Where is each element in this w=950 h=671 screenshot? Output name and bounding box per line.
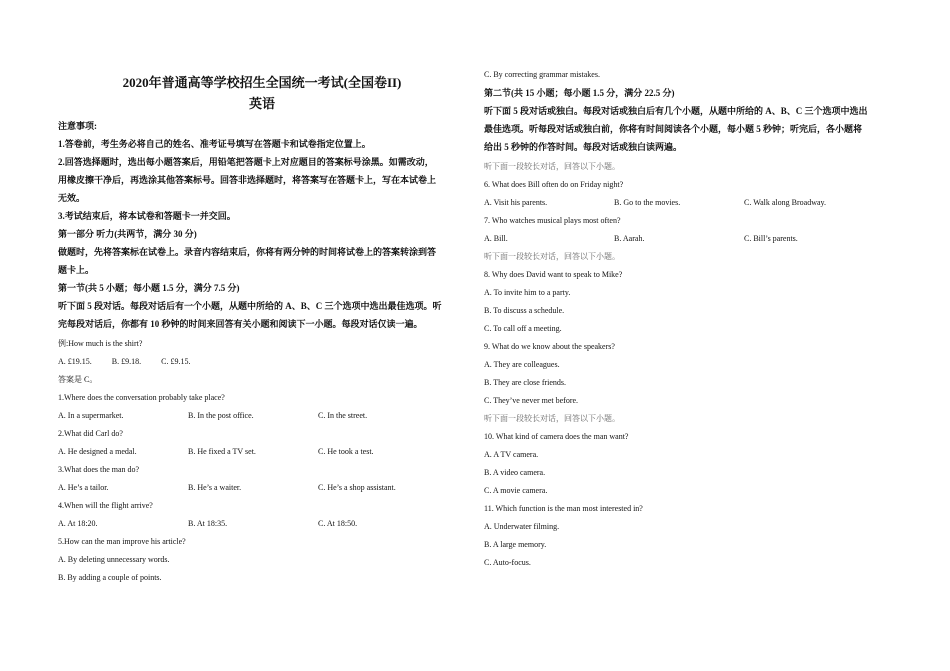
example-answer: 答案是 C。 [58,375,98,384]
exam-subject: 英语 [248,96,275,111]
option: C. £9.15. [161,357,191,366]
notice-line: 3.考试结束后，将本试卷和答题卡一并交回。 [58,211,236,221]
option: B. A video camera. [484,468,546,477]
notice-line: 2.回答选择题时，选出每小题答案后，用铅笔把答题卡上对应题目的答案标号涂黑。如需改动， [58,157,434,167]
example-question: 例:How much is the shirt? [58,339,143,348]
notice-heading: 注意事项: [58,121,97,131]
question-1-options [58,407,466,425]
question-6: 6. What does Bill often do on Friday night? [484,180,624,189]
listening-instruction: 听下面一段较长对话，回答以下小题。 [484,162,620,171]
option: B. £9.18. [111,357,142,366]
option: C. He’s a shop assistant. [318,483,396,492]
question-10: 10. What kind of camera does the man want? [484,432,629,441]
question-11: 11. Which function is the man most interested in? [484,504,643,513]
option: A. Bill. [484,234,508,243]
question-2-options [58,443,466,461]
question-6-options [484,194,894,212]
option: A. They are colleagues. [484,360,560,369]
option: B. Aarah. [614,234,645,243]
listening-instruction: 听下面一段较长对话，回答以下小题。 [484,414,620,423]
left-column [58,66,466,587]
option: A. He designed a medal. [58,447,137,456]
option: B. In the post office. [188,411,254,420]
option: C. They’ve never met before. [484,396,579,405]
question-4-options [58,515,466,533]
question-3-options [58,479,466,497]
section2-heading: 第二节(共 15 小题；每小题 1.5 分，满分 22.5 分) [484,88,675,98]
question-7-options [484,230,894,248]
option: A. £19.15. [58,357,92,366]
question-3: 3.What does the man do? [58,465,140,474]
question-5: 5.How can the man improve his article? [58,537,186,546]
option: C. At 18:50. [318,519,358,528]
option: B. He fixed a TV set. [188,447,256,456]
option: C. Walk along Broadway. [744,198,827,207]
notice-line: 用橡皮擦干净后，再选涂其他答案标号。回答非选择题时，将答案写在答题卡上，写在本试卷上 [58,175,437,185]
listening-instruction: 听下面一段较长对话，回答以下小题。 [484,252,620,261]
question-8: 8. Why does David want to speak to Mike? [484,270,623,279]
option: A. Underwater filming. [484,522,560,531]
option: A. By deleting unnecessary words. [58,555,170,564]
option: A. In a supermarket. [58,411,124,420]
section2-desc-line: 给出 5 秒钟的作答时间。每段对话或独白读两遍。 [484,142,683,152]
option: C. By correcting grammar mistakes. [484,70,600,79]
notice-line: 1.答卷前，考生务必将自己的姓名、准考证号填写在答题卡和试卷指定位置上。 [58,139,371,149]
option: B. Go to the movies. [614,198,681,207]
question-1: 1.Where does the conversation probably take place? [58,393,225,402]
option: A. To invite him to a party. [484,288,571,297]
option: C. In the street. [318,411,368,420]
notice-line: 无效。 [58,193,86,203]
option: A. A TV camera. [484,450,539,459]
option: C. Auto-focus. [484,558,531,567]
section2-desc-line: 听下面 5 段对话或独白。每段对话或独白后有几个小题，从题中所给的 A、B、C 三个选项中选出 [484,106,868,116]
example-options [58,353,466,371]
option: A. At 18:20. [58,519,98,528]
option: C. He took a test. [318,447,374,456]
part1-desc-line: 做题时，先将答案标在试卷上。录音内容结束后，你将有两分钟的时间将试卷上的答案转涂到答 [58,247,437,257]
option: C. A movie camera. [484,486,548,495]
exam-title: 2020年普通高等学校招生全国统一考试(全国卷II) [122,75,402,90]
option: B. By adding a couple of points. [58,573,162,582]
option: A. He’s a tailor. [58,483,109,492]
option: B. To discuss a schedule. [484,306,565,315]
question-2: 2.What did Carl do? [58,429,123,438]
option: C. Bill’s parents. [744,234,798,243]
section1-heading: 第一节(共 5 小题；每小题 1.5 分，满分 7.5 分) [58,283,240,293]
right-column [484,66,894,572]
option: A. Visit his parents. [484,198,548,207]
option: B. A large memory. [484,540,547,549]
option: B. They are close friends. [484,378,567,387]
question-4: 4.When will the flight arrive? [58,501,153,510]
section2-desc-line: 最佳选项。听每段对话或独白前，你将有时间阅读各个小题，每小题 5 秒钟；听完后，各小题将 [484,124,863,134]
option: B. He’s a waiter. [188,483,242,492]
section1-desc-line: 听下面 5 段对话。每段对话后有一个小题，从题中所给的 A、B、C 三个选项中选出最佳选项。听 [58,301,442,311]
part1-desc-line: 题卡上。 [58,265,95,275]
question-9: 9. What do we know about the speakers? [484,342,615,351]
option: B. At 18:35. [188,519,228,528]
part1-heading: 第一部分 听力(共两节，满分 30 分) [58,229,197,239]
section1-desc-line: 完每段对话后，你都有 10 秒钟的时间来回答有关小题和阅读下一小题。每段对话仅读一遍。 [58,319,423,329]
question-7: 7. Who watches musical plays most often? [484,216,621,225]
option: C. To call off a meeting. [484,324,562,333]
